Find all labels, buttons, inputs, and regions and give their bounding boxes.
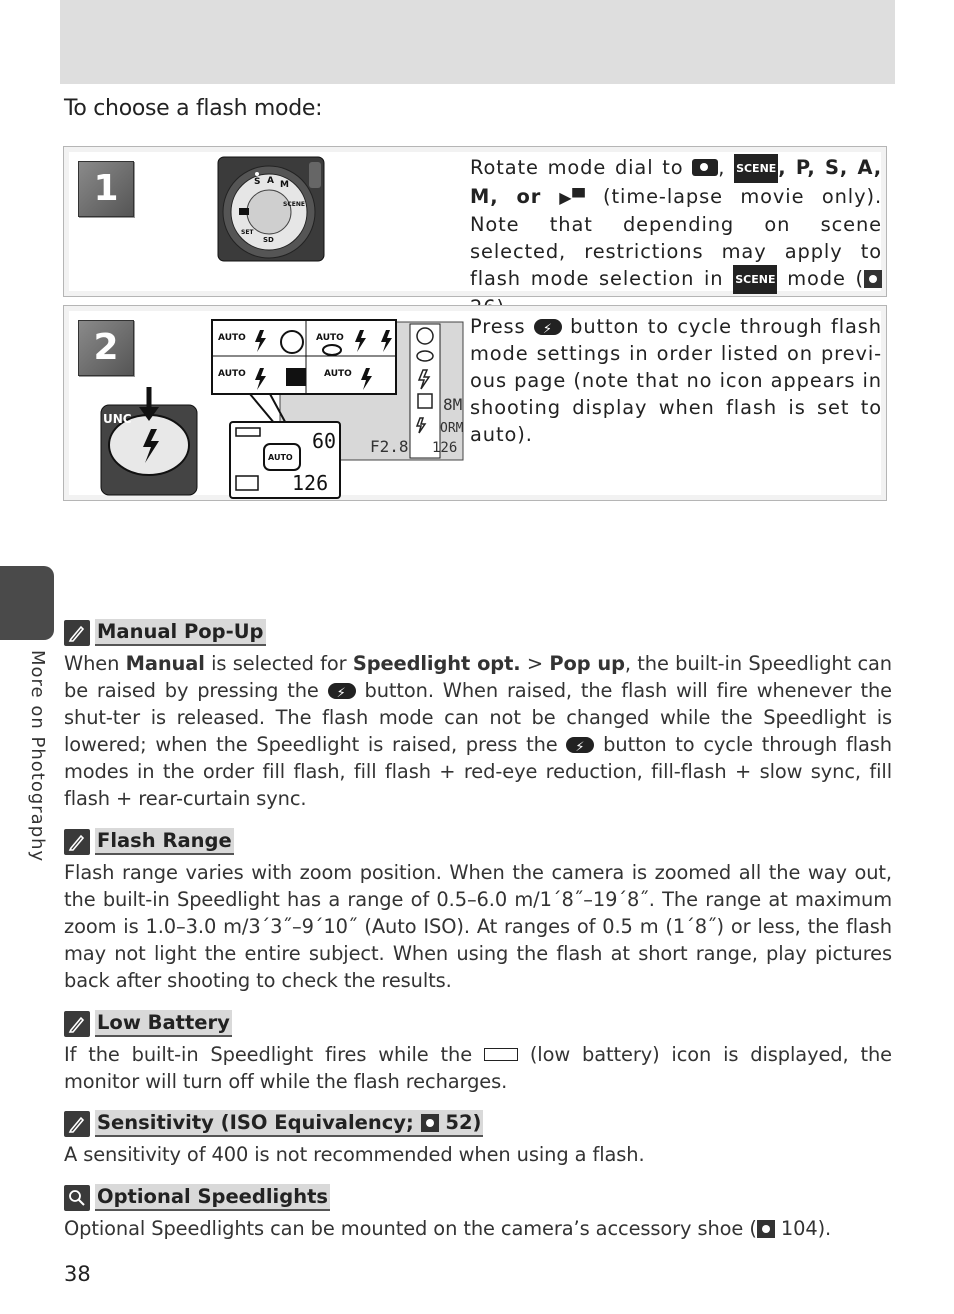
step-number: 2 [78,320,134,376]
step-2-text [470,313,882,448]
note-body-g: , the built-in Speedlight can be raised by pressing the [64,652,892,702]
note-body [64,1041,892,1095]
lcd-frames-readout: 126 [292,471,329,495]
step-1-text-d: (time-lapse movie only). Note that depending on scene selected, restrictions may apply to flash mode selection in [470,185,883,290]
lcd-shutter-readout: 60 [312,429,337,453]
note-low-battery [64,1010,892,1095]
camera-icon [692,159,718,176]
auto-label: AUTO [218,369,246,379]
step-2-box [63,305,887,501]
step-1-text-e: mode ( [777,267,864,290]
step-2-text-a: Press [470,315,534,338]
note-body: Flash range varies with zoom position. When the camera is zoomed all the way out, the built-in Speedlight has a range of 0.5–6.0 m/1´8˝–19´8˝. The range at maximum zoom is 1.0–3.0 m/3´3˝–9´10˝ (Auto ISO). At ranges of 0.5 m (1´8˝) or less, the flash may not light the entire subject. When using the flash at short range, play pictures back after shooting to check the results. [64,861,892,992]
unc-label: UNC [103,412,132,426]
header-band [60,0,895,84]
note-body-h: button. When raised, the flash will fire whenever the shut-ter is released. The flash mode can not be changed while the Speedlight is lowered; when the Speedlight is raised, press the [64,679,892,756]
flash-button-icon [534,319,562,335]
pencil-icon [64,829,90,855]
note-body-b: 104). [774,1217,832,1240]
movie-camera-icon: ▶▀ [559,188,586,207]
scene-icon: SCENE [734,154,778,183]
note-title-a: Sensitivity (ISO Equivalency; [97,1111,421,1134]
note-title-b: 52) [438,1111,482,1134]
note-title: Optional Speedlights [95,1184,330,1211]
monitor-quality: ORM [440,421,464,436]
note-body-c: is selected for [204,652,353,675]
auto-label: AUTO [316,333,344,343]
page-reference-icon [421,1114,439,1132]
intro-heading: To choose a flash mode: [64,96,323,121]
note-body-i: button to cycle through flash modes in the order fill flash, fill flash + red-eye reduction, fill-flash + slow sync, fill flash + rear-curtain sync. [64,733,892,810]
note-body-a: When [64,652,126,675]
step-2-text-b: button to cycle through flash mode settings in order listed on previ-ous page (note that no icon appears in shooting display when flash is set to auto). [470,315,882,446]
note-body-d: Speedlight opt. [352,652,521,675]
note-body-a: Optional Speedlights can be mounted on the camera’s accessory shoe ( [64,1217,757,1240]
auto-label: AUTO [218,333,246,343]
pencil-icon [64,620,90,646]
flash-button-illustration [99,385,199,497]
monitor-aperture: F2.8 [370,437,409,456]
step-1-text-a: Rotate mode dial to [470,156,693,179]
dial-label-a: A [267,176,274,186]
dial-label-set: SET [241,229,254,236]
chapter-tab [0,566,54,640]
note-manual-popup [64,619,892,812]
note-title: Low Battery [95,1010,232,1037]
note-body [64,650,892,812]
note-body-b: Manual [125,652,205,675]
monitor-image-size: 8M [443,395,463,414]
auto-label: AUTO [268,453,293,462]
mode-dial-illustration [217,156,327,264]
low-battery-icon [484,1048,518,1061]
note-sensitivity [64,1110,892,1168]
note-title [95,1110,483,1137]
auto-label: AUTO [324,369,352,379]
flash-mode-display-illustration [210,314,466,500]
note-body-a: If the built-in Speedlight fires while the [64,1043,484,1066]
pencil-icon [64,1111,90,1137]
page-number: 38 [64,1262,91,1286]
monitor-frames: 126 [432,440,458,456]
note-title: Manual Pop-Up [95,619,266,646]
note-body [64,1215,892,1242]
note-body-e: > [520,652,550,675]
magnifier-icon [64,1185,90,1211]
dial-label-scene: SCENE [283,201,305,208]
dial-label-s: S [254,177,261,187]
chapter-sidebar-label: More on Photography [27,650,48,863]
flash-button-icon [328,683,356,699]
scene-icon: SCENE [733,265,777,294]
note-body-b: (low battery) icon is displayed, the monitor will turn off while the flash recharges. [64,1043,892,1093]
page-reference-icon [864,270,882,288]
note-body-f: Pop up [549,652,625,675]
step-1-box [63,146,887,297]
page-reference-icon [757,1220,775,1238]
step-1-text [470,154,882,321]
note-body: A sensitivity of 400 is not recommended when using a flash. [64,1143,645,1166]
note-optional-speedlights [64,1184,892,1242]
note-flash-range [64,828,892,994]
flash-button-icon [566,737,594,753]
step-number: 1 [78,161,134,217]
step-1-text-c: , P, S, A, M, or [470,156,883,208]
note-title: Flash Range [95,828,234,855]
pencil-icon [64,1011,90,1037]
step-1-text-b: , [718,156,735,179]
dial-label-sd: SD [263,236,274,244]
dial-label-m: M [280,180,289,190]
